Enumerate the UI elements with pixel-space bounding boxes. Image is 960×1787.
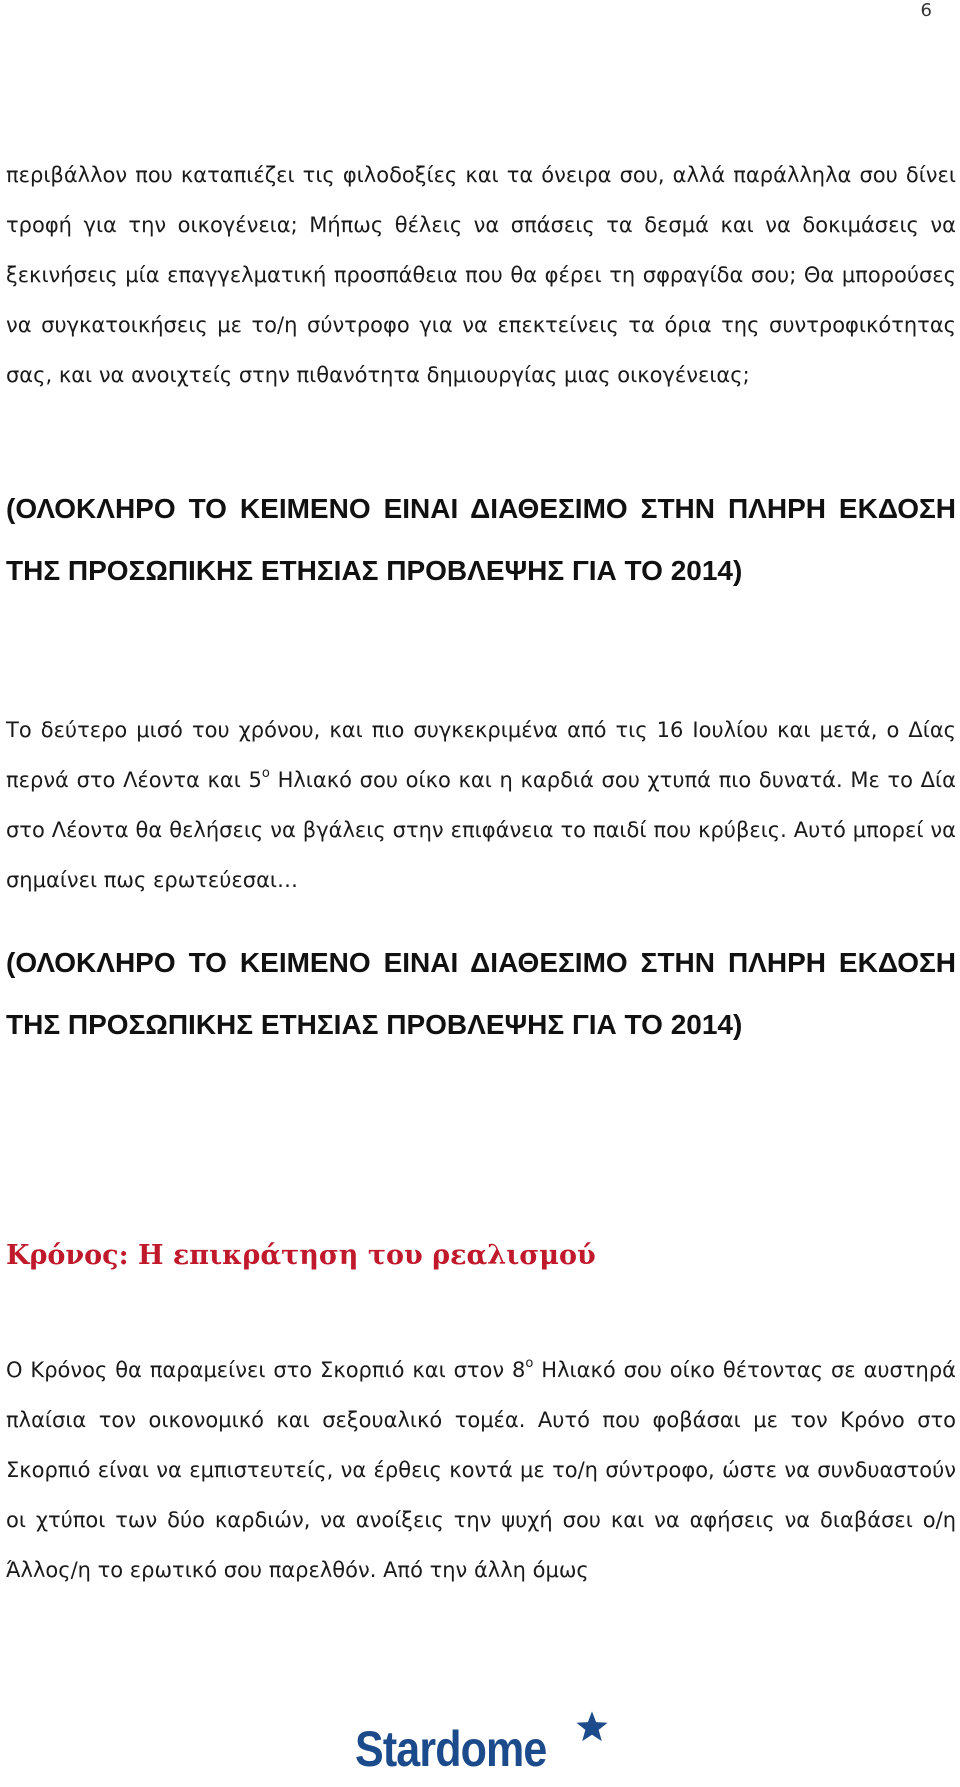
saturn-text-end: Ηλιακό σου οίκο θέτοντας σε αυστηρά πλαίσια τον οικονομικό και σεξουαλικό τομέα. Αυτό που φοβάσαι με τον Κρόνο στο Σκορπιό είναι να εμπιστευτείς, να έρθεις κοντά με το/η σύντροφο, ώστε να συνδυαστούν οι χτύποι των δύο καρδιών, να ανοίξεις την ψυχή σου και να αφήσεις να διαβάσει ο/η Άλλος/η το ερωτικό σου παρελθόν. Από την άλλη όμως [6, 1358, 956, 1582]
logo-wordmark: Stardome [354, 1721, 547, 1777]
ordinal-superscript: ο [261, 766, 270, 781]
page-number: 6 [920, 0, 932, 21]
jupiter-text-start: Το δεύτερο μισό του χρόνου, και πιο συγκεκριμένα από τις 16 Ιουλίου και μετά, ο Δίας περνά στο Λέοντα και 5 [6, 718, 956, 792]
saturn-section-heading: Κρόνος: Η επικράτηση του ρεαλισμού [6, 1240, 596, 1271]
jupiter-paragraph [6, 705, 956, 905]
saturn-text-start: Ο Κρόνος θα παραμείνει στο Σκορπιό και στον 8 [6, 1358, 526, 1382]
stardome-logo [0, 1718, 960, 1778]
ordinal-superscript: ο [525, 1356, 534, 1371]
intro-paragraph: περιβάλλον που καταπιέζει τις φιλοδοξίες και τα όνειρα σου, αλλά παράλληλα σου δίνει τροφή για την οικογένεια; Μήπως θέλεις να σπάσεις τα δεσμά και να δοκιμάσεις να ξεκινήσεις μία επαγγελματική προσπάθεια που θα φέρει τη σφραγίδα σου; Θα μπορούσες να συγκατοικήσεις με το/η σύντροφο για να επεκτείνεις τα όρια της συντροφικότητας σας, και να ανοιχτείς στην πιθανότητα δημιουργίας μιας οικογένειας; [6, 163, 956, 387]
star-icon [575, 1710, 609, 1744]
jupiter-text-end: Ηλιακό σου οίκο και η καρδιά σου χτυπά πιο δυνατά. Με το Δία στο Λέοντα θα θελήσεις να βγάλεις στην επιφάνεια το παιδί που κρύβεις. Αυτό μπορεί να σημαίνει πως ερωτεύεσαι… [6, 768, 956, 892]
full-version-notice: (ΟΛΟΚΛΗΡΟ ΤΟ ΚΕΙΜΕΝΟ ΕΙΝΑΙ ΔΙΑΘΕΣΙΜΟ ΣΤΗΝ ΠΛΗΡΗ ΕΚΔΟΣΗ ΤΗΣ ΠΡΟΣΩΠΙΚΗΣ ΕΤΗΣΙΑΣ ΠΡΟΒΛΕΨΗΣ ΓΙΑ ΤΟ 2014) [6, 493, 956, 586]
full-version-notice-second: (ΟΛΟΚΛΗΡΟ ΤΟ ΚΕΙΜΕΝΟ ΕΙΝΑΙ ΔΙΑΘΕΣΙΜΟ ΣΤΗΝ ΠΛΗΡΗ ΕΚΔΟΣΗ ΤΗΣ ΠΡΟΣΩΠΙΚΗΣ ΕΤΗΣΙΑΣ ΠΡΟΒΛΕΨΗΣ ΓΙΑ ΤΟ 2014) [6, 947, 956, 1040]
saturn-paragraph [6, 1345, 956, 1595]
